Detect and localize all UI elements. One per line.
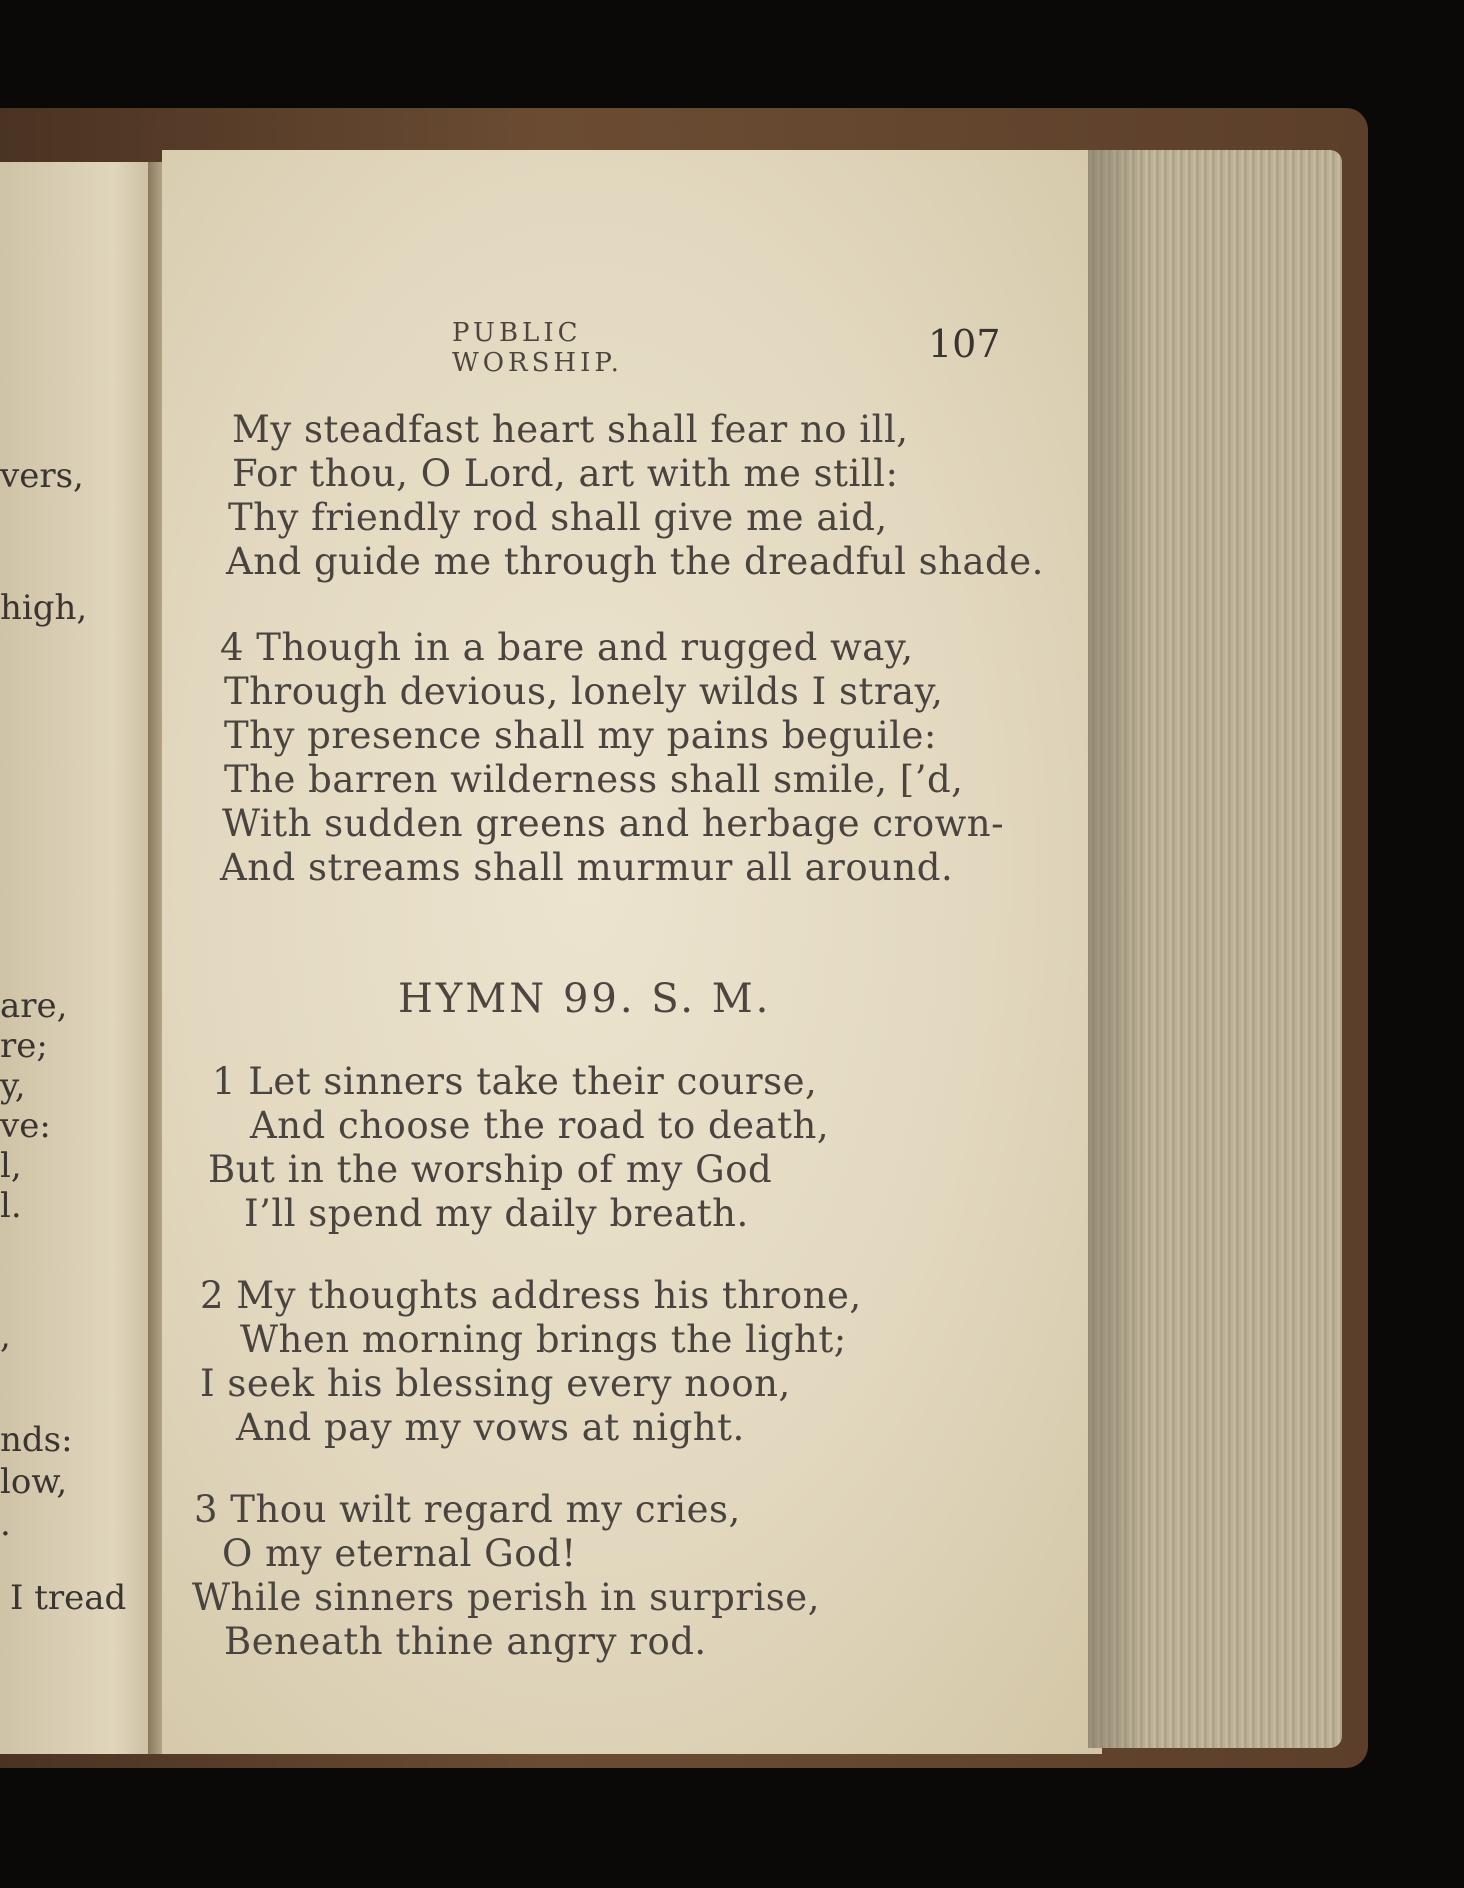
page-edges bbox=[1088, 150, 1342, 1748]
verse-line: And guide me through the dreadful shade. bbox=[226, 540, 1044, 583]
left-page bbox=[0, 162, 162, 1754]
left-page-fragment: nds: bbox=[0, 1420, 73, 1460]
verse-line: And streams shall murmur all around. bbox=[220, 846, 954, 889]
verse-line: 2 My thoughts address his throne, bbox=[200, 1274, 862, 1317]
left-page-fragment: I tread bbox=[10, 1578, 127, 1618]
verse-line: For thou, O Lord, art with me still: bbox=[232, 452, 899, 495]
left-page-fragment: are, bbox=[0, 986, 68, 1026]
left-page-fragment: vers, bbox=[0, 456, 84, 496]
verse-line: I’ll spend my daily breath. bbox=[244, 1192, 749, 1235]
verse-line: Beneath thine angry rod. bbox=[224, 1620, 707, 1663]
verse-line: 4 Though in a bare and rugged way, bbox=[220, 626, 914, 669]
page-number: 107 bbox=[928, 322, 1001, 366]
verse-line: Thy friendly rod shall give me aid, bbox=[228, 496, 888, 539]
verse-line: 3 Thou wilt regard my cries, bbox=[194, 1488, 741, 1531]
verse-line: 1 Let sinners take their course, bbox=[212, 1060, 818, 1103]
running-head: PUBLIC WORSHIP. bbox=[452, 318, 623, 378]
left-page-fragment: high, bbox=[0, 588, 88, 628]
verse-line: And pay my vows at night. bbox=[236, 1406, 745, 1449]
verse-line: I seek his blessing every noon, bbox=[200, 1362, 791, 1405]
hymn-title: HYMN 99. S. M. bbox=[398, 976, 772, 1022]
verse-line: My steadfast heart shall fear no ill, bbox=[232, 408, 909, 451]
left-page-fragment: , bbox=[0, 1316, 11, 1356]
left-page-fragment: . bbox=[0, 1504, 11, 1544]
verse-line: O my eternal God! bbox=[222, 1532, 577, 1575]
verse-line: And choose the road to death, bbox=[250, 1104, 830, 1147]
verse-line: While sinners perish in surprise, bbox=[192, 1576, 820, 1619]
verse-line: Through devious, lonely wilds I stray, bbox=[224, 670, 944, 713]
verse-line: The barren wilderness shall smile, [’d, bbox=[224, 758, 964, 801]
verse-line: When morning brings the light; bbox=[240, 1318, 847, 1361]
verse-line: With sudden greens and herbage crown- bbox=[222, 802, 1005, 845]
verse-line: But in the worship of my God bbox=[208, 1148, 773, 1191]
left-page-fragment: l, bbox=[0, 1146, 22, 1186]
left-page-fragment: y, bbox=[0, 1066, 26, 1106]
left-page-fragment: re; bbox=[0, 1026, 48, 1066]
left-page-fragment: l. bbox=[0, 1186, 22, 1226]
verse-line: Thy presence shall my pains beguile: bbox=[224, 714, 937, 757]
left-page-fragment: low, bbox=[0, 1462, 68, 1502]
left-page-fragment: ve: bbox=[0, 1106, 51, 1146]
